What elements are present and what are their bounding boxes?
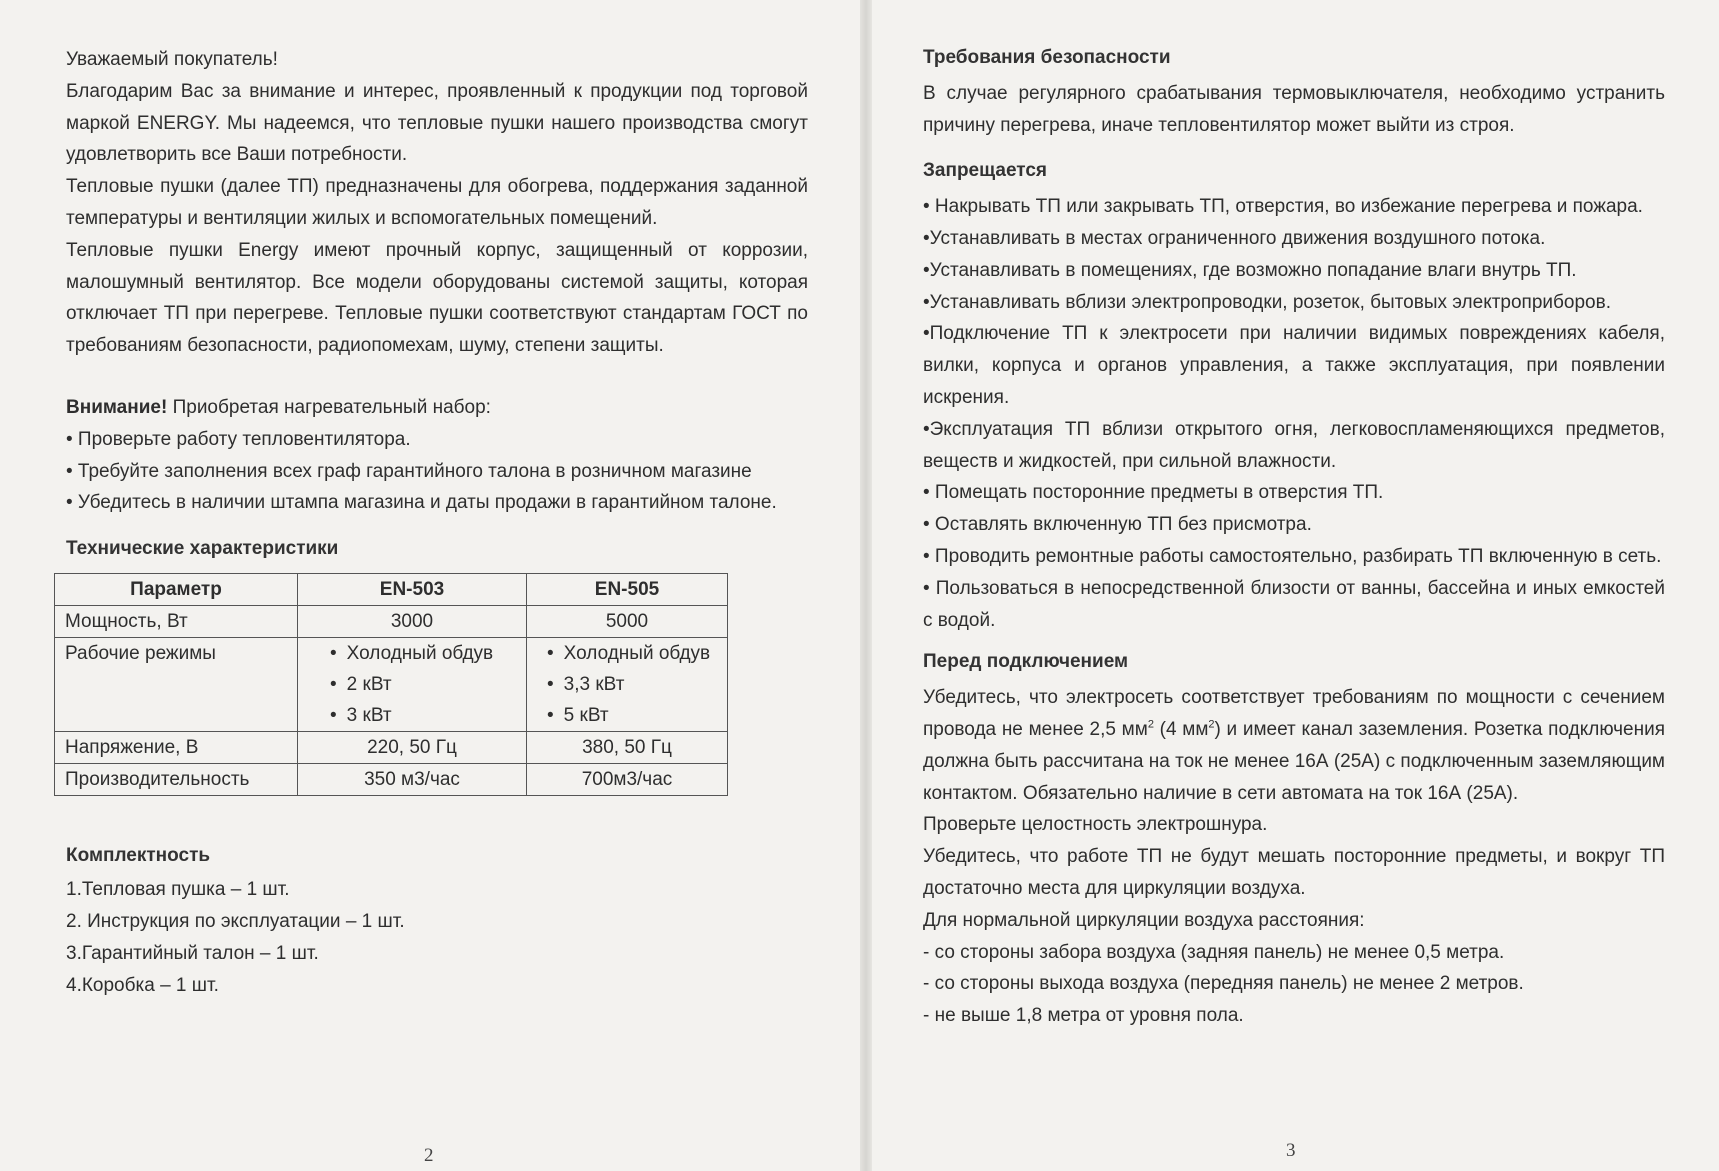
- package-title: Комплектность: [66, 844, 211, 866]
- package-list: [66, 874, 808, 1002]
- intro-paragraph: Тепловые пушки (далее ТП) предназначены для обогрева, поддержания заданной температуры и вентиляции жилых и вспомогательных помещений.: [66, 176, 808, 229]
- mode-item: • Холодный обдув: [330, 638, 516, 669]
- list-item: • Оставлять включенную ТП без присмотра.: [923, 514, 1312, 536]
- page-number: 2: [424, 1145, 434, 1166]
- list-item: 4.Коробка – 1 шт.: [66, 974, 219, 996]
- list-item: • Помещать посторонние предметы в отверстия ТП.: [923, 482, 1384, 504]
- intro-paragraph: Тепловые пушки Energy имеют прочный корпус, защищенный от коррозии, малошумный вентилятор. Все модели оборудованы системой защиты, которая отключает ТП при перегреве. Тепловые пушки соответствуют стандартам ГОСТ по требованиям безопасности, радиопомехам, шуму, степени защиты.: [66, 239, 808, 357]
- table-header-row: [55, 573, 728, 605]
- cell-value: 380, 50 Гц: [527, 731, 728, 763]
- connect-paragraph: [923, 682, 1665, 809]
- table-row: [55, 605, 728, 637]
- connect-text: Убедитесь, что электросеть соответствует требованиям по мощности с сечением провода не менее 2,5 мм: [923, 687, 1665, 740]
- specs-title: Технические характеристики: [66, 538, 339, 560]
- cell-modes: [527, 637, 728, 731]
- table-row: [55, 637, 728, 731]
- mode-item: • Холодный обдув: [547, 638, 717, 669]
- connect-line: - со стороны выхода воздуха (передняя панель) не менее 2 метров.: [923, 973, 1524, 995]
- cell-modes: [298, 637, 527, 731]
- connect-line: Убедитесь, что работе ТП не будут мешать посторонние предметы, и вокруг ТП достаточно места для циркуляции воздуха.: [923, 846, 1665, 899]
- list-item: •Устанавливать вблизи электропроводки, розеток, бытовых электроприборов.: [923, 291, 1611, 313]
- row-label: Мощность, Вт: [55, 605, 298, 637]
- right-page-content: [923, 42, 1665, 1032]
- forbidden-list: [923, 191, 1665, 636]
- cell-value: 5000: [527, 605, 728, 637]
- connect-text: ) и имеет канал заземления. Розетка подключения должна быть рассчитана на ток не менее 16А (25А) с подключенным заземляющим контактом. Обязательно наличие в сети автомата на ток 16А (25А).: [923, 718, 1666, 804]
- attention-text: Приобретая нагревательный набор:: [172, 396, 491, 418]
- page-number: 3: [1286, 1140, 1296, 1161]
- cell-value: 220, 50 Гц: [298, 731, 527, 763]
- list-item: • Требуйте заполнения всех граф гарантийного талона в розничном магазине: [66, 460, 752, 482]
- list-item: • Пользоваться в непосредственной близости от ванны, бассейна и иных емкостей с водой.: [923, 577, 1665, 631]
- row-label: Производительность: [55, 763, 298, 795]
- superscript: 2: [1208, 718, 1215, 731]
- safety-title: Требования безопасности: [923, 47, 1171, 68]
- mode-item: • 3,3 кВт: [547, 669, 717, 700]
- cell-value: 700м3/час: [527, 763, 728, 795]
- attention-label: Внимание!: [66, 396, 168, 418]
- connect-line: Для нормальной циркуляции воздуха расстояния:: [923, 909, 1365, 931]
- list-item: 1.Тепловая пушка – 1 шт.: [66, 878, 290, 900]
- attention-line: [66, 392, 808, 424]
- modes-list: [547, 638, 717, 731]
- row-label: Напряжение, В: [55, 731, 298, 763]
- list-item: •Устанавливать в помещениях, где возможно попадание влаги внутрь ТП.: [923, 259, 1577, 281]
- mode-item: • 5 кВт: [547, 700, 717, 731]
- list-item: • Убедитесь в наличии штампа магазина и даты продажи в гарантийном талоне.: [66, 492, 777, 514]
- table-header-cell: Параметр: [55, 573, 298, 605]
- table-row: [55, 731, 728, 763]
- connect-line: Проверьте целостность электрошнура.: [923, 814, 1268, 836]
- list-item: •Устанавливать в местах ограниченного движения воздушного потока.: [923, 227, 1546, 249]
- connect-line: - со стороны забора воздуха (задняя панель) не менее 0,5 метра.: [923, 941, 1505, 963]
- list-item: 2. Инструкция по эксплуатации – 1 шт.: [66, 910, 405, 932]
- cell-value: 350 м3/час: [298, 763, 527, 795]
- cell-value: 3000: [298, 605, 527, 637]
- connect-title: Перед подключением: [923, 651, 1129, 673]
- list-item: 3.Гарантийный талон – 1 шт.: [66, 942, 319, 964]
- left-page-content: [66, 44, 808, 1002]
- mode-item: • 2 кВт: [330, 669, 516, 700]
- intro-paragraph: Благодарим Вас за внимание и интерес, проявленный к продукции под торговой маркой ENERGY. Мы надеемся, что тепловые пушки нашего производства смогут удовлетворить все Ваши потребности.: [66, 80, 808, 166]
- row-label: Рабочие режимы: [55, 637, 298, 731]
- mode-item: • 3 кВт: [330, 700, 516, 731]
- list-item: • Проверьте работу тепловентилятора.: [66, 428, 411, 450]
- list-item: • Проводить ремонтные работы самостоятельно, разбирать ТП включенную в сеть.: [923, 545, 1662, 567]
- modes-list: [330, 638, 516, 731]
- connect-text: (4 мм: [1153, 718, 1209, 740]
- table-header-cell: EN-505: [527, 573, 728, 605]
- list-item: • Накрывать ТП или закрывать ТП, отверстия, во избежание перегрева и пожара.: [923, 196, 1643, 218]
- page-fold: [860, 0, 872, 1171]
- superscript: 2: [1147, 718, 1154, 731]
- table-row: [55, 763, 728, 795]
- specs-table: [54, 573, 728, 796]
- attention-list: [66, 424, 808, 519]
- list-item: •Эксплуатация ТП вблизи открытого огня, легковоспламеняющихся предметов, веществ и жидкостей, при сильной влажности.: [923, 418, 1665, 472]
- table-header-cell: EN-503: [298, 573, 527, 605]
- connect-line: - не выше 1,8 метра от уровня пола.: [923, 1005, 1244, 1027]
- forbidden-title: Запрещается: [923, 160, 1047, 182]
- greeting: Уважаемый покупатель!: [66, 49, 278, 70]
- list-item: •Подключение ТП к электросети при наличии видимых повреждениях кабеля, вилки, корпуса и органов управления, а также эксплуатация, при появлении искрения.: [923, 323, 1665, 408]
- safety-text: В случае регулярного срабатывания термовыключателя, необходимо устранить причину перегрева, иначе тепловентилятор может выйти из строя.: [923, 82, 1665, 136]
